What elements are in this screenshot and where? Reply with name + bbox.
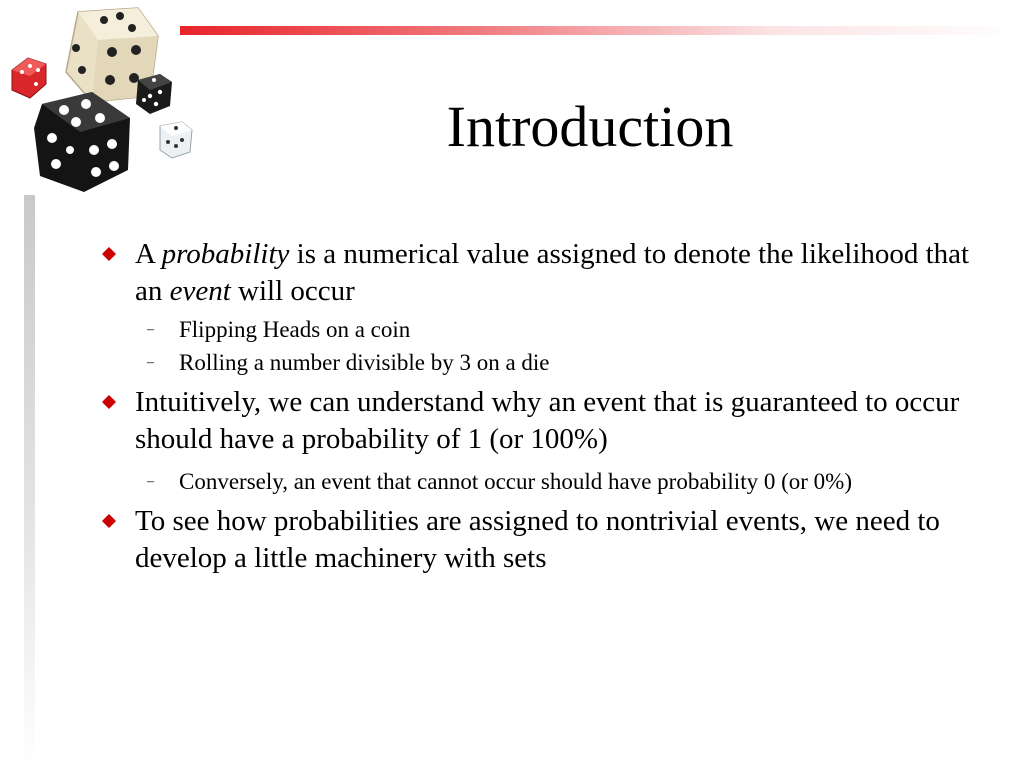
- bullet-text-middle: is a numerical value assigned to denote the likelihood that an: [135, 238, 970, 307]
- sub-bullet-dash: –: [147, 355, 154, 370]
- bullet-item: [95, 384, 995, 458]
- term-event: event: [169, 275, 231, 307]
- bullet-text-start: A: [135, 238, 162, 270]
- sub-bullet-text: Flipping Heads on a coin: [179, 317, 411, 342]
- bullet-text-end: will occur: [230, 275, 355, 307]
- sub-bullet-dash: –: [147, 474, 154, 489]
- diamond-bullet-icon: [99, 244, 119, 264]
- slide-title: Introduction: [446, 94, 734, 159]
- slide-body: [95, 236, 995, 577]
- term-probability: probability: [161, 238, 290, 270]
- sub-bullet-text: Rolling a number divisible by 3 on a die: [179, 350, 550, 375]
- sub-bullet-item: [95, 347, 929, 378]
- bullet-text: To see how probabilities are assigned to nontrivial events, we need to develop a little machinery with sets: [135, 505, 940, 574]
- dice-image-icon: [0, 0, 200, 200]
- sub-bullet-item: [95, 466, 929, 497]
- bullet-text: Intuitively, we can understand why an event that is guaranteed to occur should have a probability of 1 (or 100%): [135, 386, 960, 455]
- bullet-item: [95, 503, 995, 577]
- left-margin-bar: [24, 195, 35, 768]
- diamond-bullet-icon: [99, 511, 119, 531]
- bullet-item: [95, 236, 995, 310]
- diamond-bullet-icon: [99, 392, 119, 412]
- sub-bullet-item: [95, 314, 929, 345]
- sub-bullet-dash: –: [147, 322, 154, 337]
- title-accent-bar: [180, 26, 1024, 35]
- sub-bullet-text: Conversely, an event that cannot occur should have probability 0 (or 0%): [179, 469, 852, 494]
